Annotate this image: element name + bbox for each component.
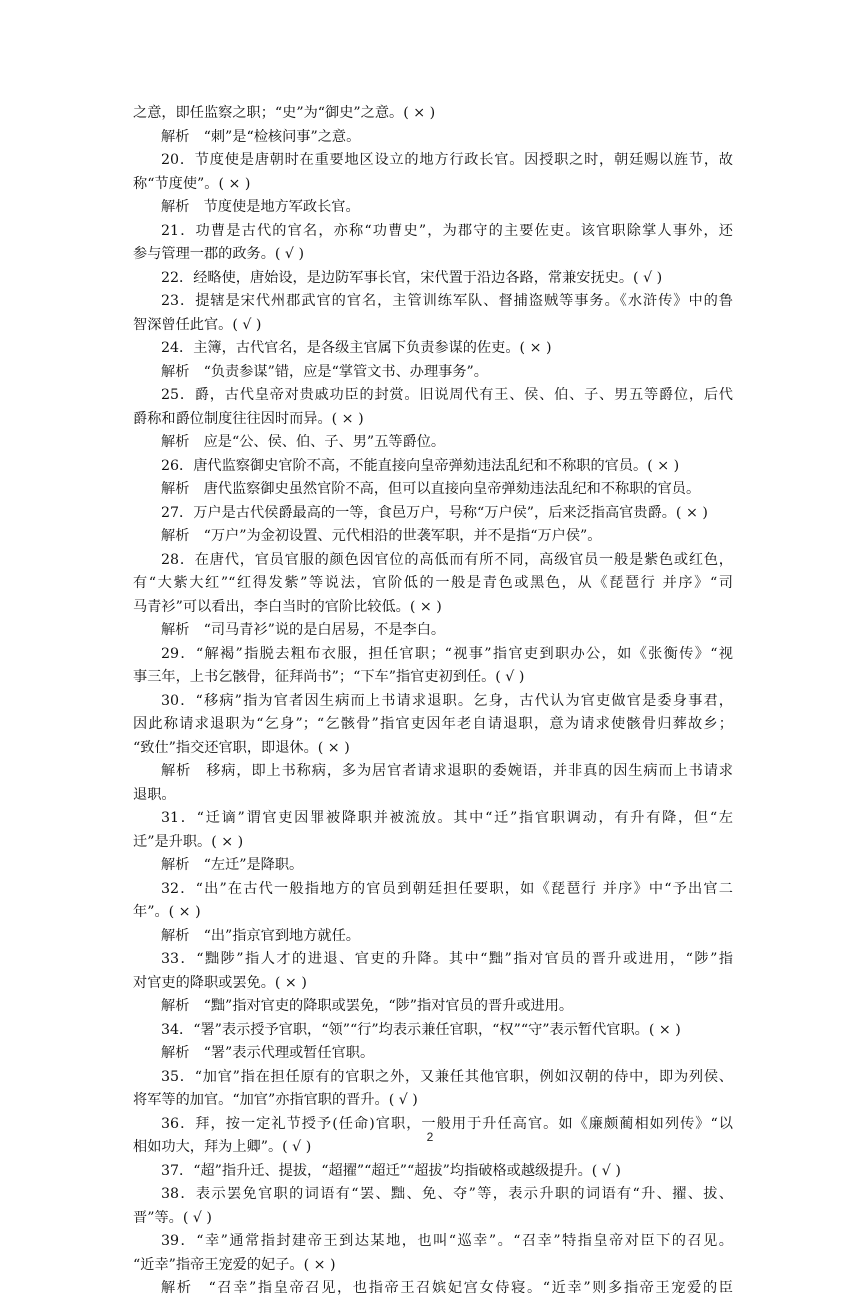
- text-line: 35．“加官”指在担任原有的官职之外，又兼任其他官职，例如汉朝的侍中，即为列侯、: [161, 1068, 733, 1085]
- text-line: 32．“出”在古代一般指地方的官员到朝廷担任要职，如《琵琶行 并序》中“予出官二: [161, 880, 733, 897]
- text-line: 爵称和爵位制度往往因时而异。( × ): [133, 410, 364, 427]
- text-line: 解析 移病，即上书称病，多为居官者请求退职的委婉语，并非真的因生病而上书请求: [161, 763, 733, 779]
- text-line: 退职。: [133, 786, 176, 803]
- text-line: 解析 “负责参谋”错，应是“掌管文书、办理事务”。: [161, 363, 488, 380]
- text-line: 参与管理一郡的政务。( √ ): [133, 246, 305, 262]
- text-line: 36．拜，按一定礼节授予(任命)官职，一般用于升任高官。如《廉颇蔺相如列传》“以: [161, 1115, 733, 1132]
- text-line: 解析 唐代监察御史虽然官阶不高，但可以直接向皇帝弹劾违法乱纪和不称职的官员。: [161, 481, 701, 497]
- text-line: 38．表示罢免官职的词语有“罢、黜、免、夺”等，表示升职的词语有“升、擢、拔、: [161, 1186, 733, 1202]
- text-line: 解析 “召幸”指皇帝召见，也指帝王召嫔妃宫女侍寝。“近幸”则多指帝王宠爱的臣: [161, 1280, 733, 1296]
- text-line: 25．爵，古代皇帝对贵戚功臣的封赏。旧说周代有王、侯、伯、子、男五等爵位，后代: [161, 387, 733, 403]
- text-line: 26．唐代监察御史官阶不高，不能直接向皇帝弹劾违法乱纪和不称职的官员。( × ): [161, 457, 680, 474]
- text-line: 22．经略使，唐始设，是边防军事长官，宋代置于沿边各路，常兼安抚史。( √ ): [161, 269, 663, 286]
- text-line: 智深曾任此官。( √ ): [133, 316, 262, 333]
- document-body: [133, 102, 733, 1301]
- text-line: 事三年，上书乞骸骨，征拜尚书”；“下车”指官吏初到任。( √ ): [133, 669, 525, 685]
- text-line: 解析 “署”表示代理或暂任官职。: [161, 1045, 375, 1061]
- text-line: 因此称请求退职为“乞身”；“乞骸骨”指官吏因年老自请退职，意为请求使骸骨归葬故乡；: [133, 716, 733, 732]
- text-line: 对官吏的降职或罢免。( × ): [133, 974, 307, 991]
- text-line: 解析 节度使是地方军政长官。: [161, 199, 360, 215]
- text-line: 有“大紫大红”“红得发紫”等说法，官阶低的一般是青色或黑色，从《琵琶行 并序》“司: [133, 575, 733, 591]
- text-line: 解析 “司马青衫”说的是白居易，不是李白。: [161, 622, 446, 638]
- text-line: 29．“解褐”指脱去粗布衣服，担任官职；“视事”指官吏到职办公，如《张衡传》“视: [161, 645, 733, 662]
- text-line: 33．“黜陟”指人才的进退、官吏的升降。其中“黜”指对官员的晋升或进用，“陟”指: [161, 951, 733, 967]
- text-line: 马青衫”可以看出，李白当时的官阶比较低。( × ): [133, 598, 442, 615]
- text-line: 27．万户是古代侯爵最高的一等，食邑万户，号称“万户侯”，后来泛指高官贵爵。( × ): [161, 504, 708, 521]
- text-line: 39．“幸”通常指封建帝王到达某地，也叫“巡幸”。“召幸”特指皇帝对臣下的召见。: [161, 1233, 733, 1249]
- text-line: 31．“迁谪”谓官吏因罪被降职并被流放。其中“迁”指官职调动，有升有降，但“左: [161, 810, 733, 826]
- text-line: 晋”等。( √ ): [133, 1209, 212, 1226]
- text-line: 解析 “万户”为金初设置、元代相沿的世袭军职，并不是指“万户侯”。: [161, 528, 602, 544]
- text-line: 解析 “左迁”是降职。: [161, 857, 304, 873]
- text-line: 28．在唐代，官员官服的颜色因官位的高低而有所不同，高级官员一般是紫色或红色，: [161, 551, 733, 568]
- text-line: 23．提辖是宋代州郡武官的官名，主管训练军队、督捕盗贼等事务。《水浒传》中的鲁: [161, 293, 733, 309]
- text-line: 解析 应是“公、侯、伯、子、男”五等爵位。: [161, 434, 446, 450]
- text-line: 年”。( × ): [133, 904, 201, 920]
- page-number: 2: [426, 1130, 434, 1144]
- text-line: 将军等的加官。“加官”亦指官职的晋升。( √ ): [133, 1092, 418, 1108]
- text-line: 称“节度使”。( × ): [133, 175, 251, 192]
- text-line: 解析 “黜”指对官吏的降职或罢免，“陟”指对官员的晋升或进用。: [161, 998, 574, 1014]
- text-line: 相如功大，拜为上卿”。( √ ): [133, 1139, 312, 1155]
- text-line: 解析 “出”指京官到地方就任。: [161, 927, 360, 944]
- text-line: 34．“署”表示授予官职，“领”“行”均表示兼任官职，“权”“守”表示暂代官职。( × ): [161, 1021, 681, 1038]
- text-line: 之意，即任监察之职；“史”为“御史”之意。( × ): [133, 105, 436, 121]
- text-line: 21．功曹是古代的官名，亦称“功曹史”，为郡守的主要佐吏。该官职除掌人事外，还: [161, 222, 733, 239]
- text-line: “近幸”指帝王宠爱的妃子。( × ): [133, 1256, 336, 1273]
- text-line: “致仕”指交还官职，即退休。( × ): [133, 739, 350, 756]
- text-line: 解析 “刺”是“检核问事”之意。: [161, 128, 361, 145]
- text-line: 24．主簿，古代官名，是各级主官属下负责参谋的佐吏。( × ): [161, 340, 552, 356]
- text-line: 30．“移病”指为官者因生病而上书请求退职。乞身，古代认为官吏做官是委身事君，: [161, 692, 733, 709]
- text-line: 37．“超”指升迁、提拔，“超擢”“超迁”“超拔”均指破格或越级提升。( √ ): [161, 1162, 621, 1179]
- text-line: 20．节度使是唐朝时在重要地区设立的地方行政长官。因授职之时，朝廷赐以旌节，故: [161, 152, 733, 168]
- text-line: 迁”是升职。( × ): [133, 833, 244, 850]
